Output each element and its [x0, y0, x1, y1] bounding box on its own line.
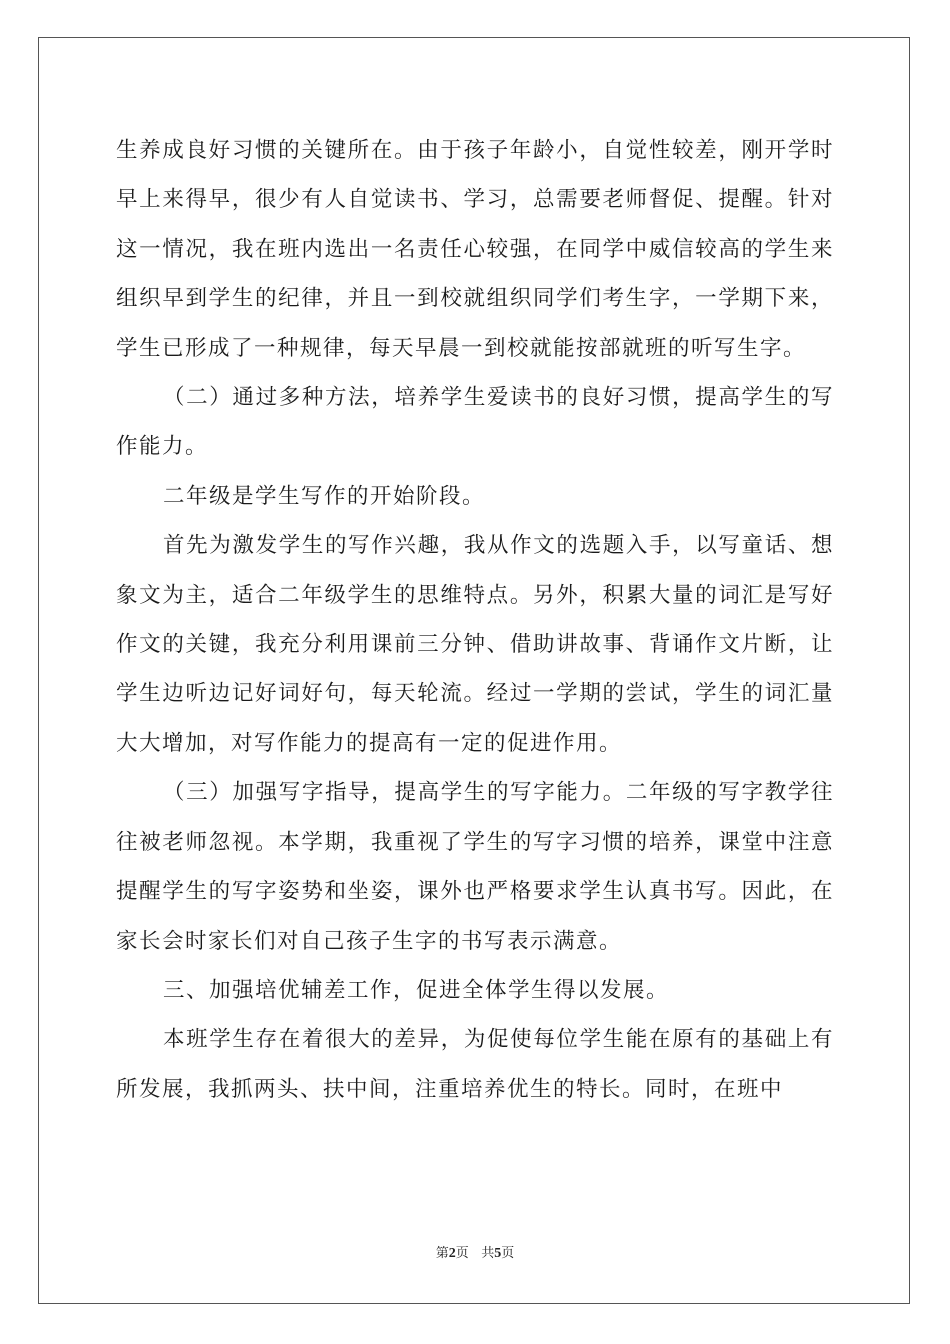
total-suffix: 页	[501, 1246, 515, 1261]
total-pages: 5	[494, 1246, 502, 1261]
paragraph-5: （三）加强写字指导，提高学生的写字能力。二年级的写字教学往往被老师忽视。本学期，我重视了学生的写字习惯的培养，课堂中注意提醒学生的写字姿势和坐姿，课外也严格要求学生认真书写。因此，在家长会时家长们对自己孩子生字的书写表示满意。	[116, 780, 834, 954]
paragraph-3: 二年级是学生写作的开始阶段。	[163, 483, 486, 509]
paragraph-2: （二）通过多种方法，培养学生爱读书的良好习惯，提高学生的写作能力。	[116, 385, 834, 460]
total-prefix: 共	[481, 1246, 495, 1261]
document-body	[116, 126, 834, 1114]
page-prefix: 第	[435, 1246, 449, 1261]
page-suffix: 页	[455, 1246, 469, 1261]
paragraph-6: 三、加强培优辅差工作，促进全体学生得以发展。	[163, 977, 670, 1003]
paragraph-4: 首先为激发学生的写作兴趣，我从作文的选题入手，以写童话、想象文为主，适合二年级学生的思维特点。另外，积累大量的词汇是写好作文的关键，我充分利用课前三分钟、借助讲故事、背诵作文片断，让学生边听边记好词好句，每天轮流。经过一学期的尝试，学生的词汇量大大增加，对写作能力的提高有一定的促进作用。	[116, 533, 834, 756]
paragraph-1: 生养成良好习惯的关键所在。由于孩子年龄小，自觉性较差，刚开学时早上来得早，很少有人自觉读书、学习，总需要老师督促、提醒。针对这一情况，我在班内选出一名责任心较强，在同学中威信较高的学生来组织早到学生的纪律，并且一到校就组织同学们考生字，一学期下来，学生已形成了一种规律，每天早晨一到校就能按部就班的听写生字。	[116, 138, 834, 361]
page-number: 2	[448, 1246, 456, 1261]
paragraph-7: 本班学生存在着很大的差异，为促使每位学生能在原有的基础上有所发展，我抓两头、扶中间，注重培养优生的特长。同时，在班中	[116, 1027, 834, 1102]
page-footer	[0, 1244, 950, 1264]
